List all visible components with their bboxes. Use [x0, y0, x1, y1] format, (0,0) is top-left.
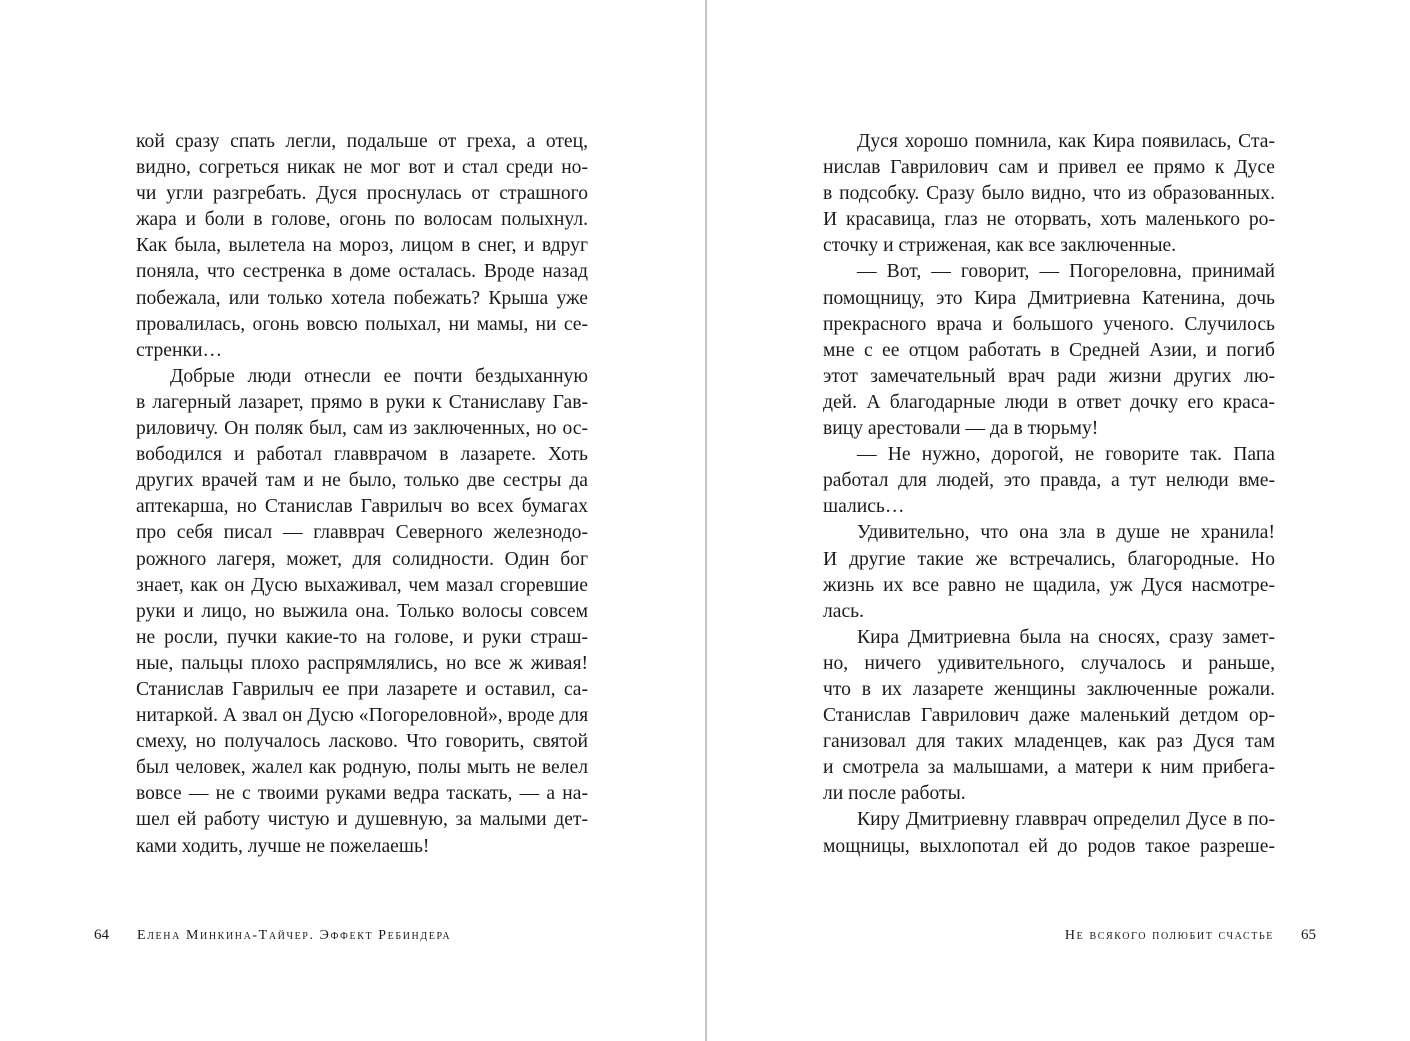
text-line: Станислав Гаврилыч ее при лазарете и оставил, са- — [136, 678, 588, 700]
text-line: лась. — [823, 600, 865, 622]
text-line: Станислав Гаврилович даже маленький детдом ор- — [823, 705, 1275, 727]
text-line: аптекарша, но Станислав Гаврилыч во всех бумагах — [136, 496, 588, 518]
text-line: вицу арестовали — да в тюрьму! — [823, 418, 1099, 440]
text-line: и смотрела за малышами, а матери к ним прибега- — [823, 757, 1275, 779]
text-line: Добрые люди отнесли ее почти бездыханную — [170, 365, 588, 387]
text-line: шел ей работу чистую и душевную, за малыми дет- — [136, 809, 588, 831]
text-line: нислав Гаврилович сам и привел ее прямо к Дусе — [823, 157, 1275, 179]
left-page-text — [136, 129, 588, 860]
text-line: дей. А благодарные люди в ответ дочку его краса- — [823, 391, 1275, 413]
text-line: но, ничего удивительного, случалось и раньше, — [823, 652, 1275, 674]
text-line: прекрасного врача и большого ученого. Случилось — [823, 313, 1275, 335]
text-line: про себя писал — главврач Северного железнодо- — [136, 522, 588, 544]
text-line: знает, как он Дусю выхаживал, чем мазал сгоревшие — [136, 574, 588, 596]
text-line: чи угли разгребать. Дуся проснулась от страшного — [136, 183, 588, 205]
text-line: ли после работы. — [823, 783, 966, 805]
text-line: стренки… — [136, 339, 223, 361]
text-line: был человек, жалел как родную, полы мыть не велел — [136, 757, 588, 779]
page-number: 64 — [94, 927, 109, 943]
text-line: Киру Дмитриевну главврач определил Дусе в по- — [857, 809, 1275, 831]
text-line: сточку и стриженая, как все заключенные. — [823, 235, 1177, 257]
text-line: жара и боли в голове, огонь по волосам полыхнул. — [136, 209, 588, 231]
running-head: Не всякого полюбит счастье — [1064, 928, 1274, 943]
text-line: других врачей там и не было, только две сестры да — [136, 470, 588, 492]
page-number: 65 — [1301, 927, 1316, 943]
text-line: ные, пальцы плохо распрямлялись, но все ж живая! — [136, 652, 588, 674]
running-head: Елена Минкина-Тайчер. Эффект Ребиндера — [137, 928, 452, 943]
text-line: в лагерный лазарет, прямо в руки к Станиславу Гав- — [136, 391, 588, 413]
text-line: Как была, вылетела на мороз, лицом в снег, и вдруг — [136, 235, 588, 257]
text-line: шались… — [823, 496, 905, 518]
text-line: мощницы, выхлопотал ей до родов такое разреше- — [823, 835, 1275, 857]
text-line: провалилась, огонь вовсю полыхал, ни мамы, ни се- — [136, 313, 588, 335]
text-line: — Не нужно, дорогой, не говорите так. Папа — [857, 444, 1275, 466]
text-line: риловичу. Он поляк был, сам из заключенных, но ос- — [136, 418, 588, 440]
right-page — [707, 0, 1410, 1041]
text-line: побежала, или только хотела побежать? Крыша уже — [136, 287, 588, 309]
text-line: Кира Дмитриевна была на сносях, сразу замет- — [857, 626, 1275, 648]
text-line: видно, согреться никак не мог вот и стал среди но- — [136, 157, 588, 179]
text-line: мне с ее отцом работать в Средней Азии, и погиб — [823, 339, 1275, 361]
text-line: руки и лицо, но выжила она. Только волосы совсем — [136, 600, 588, 622]
text-line: И другие такие же встречались, благородные. Но — [823, 548, 1275, 570]
text-line: Дуся хорошо помнила, как Кира появилась, Ста- — [857, 131, 1275, 152]
text-line: смеху, но получалось ласково. Что говорить, святой — [136, 731, 588, 753]
text-line: ками ходить, лучше не пожелаешь! — [136, 835, 430, 857]
text-line: — Вот, — говорит, — Погореловна, принимай — [857, 261, 1275, 283]
text-line: поняла, что сестренка в доме осталась. Вроде назад — [136, 261, 588, 283]
text-line: этот замечательный врач ради жизни других лю- — [823, 365, 1275, 387]
text-line: жизнь их все равно не щадила, уж Дуся насмотре- — [823, 574, 1275, 596]
text-line: в подсобку. Сразу было видно, что из образованных. — [823, 183, 1275, 205]
text-line: кой сразу спать легли, подальше от греха, а отец, — [136, 131, 588, 152]
text-line: что в их лазарете женщины заключенные рожали. — [823, 678, 1275, 700]
right-page-text — [823, 129, 1275, 860]
text-line: вободился и работал главврачом в лазарете. Хоть — [136, 444, 588, 466]
text-line: работал для людей, это правда, а тут нелюди вме- — [823, 470, 1275, 492]
text-line: помощницу, это Кира Дмитриевна Катенина, дочь — [823, 287, 1275, 309]
text-line: нитаркой. А звал он Дусю «Погореловной», вроде для — [136, 705, 589, 727]
text-line: вовсе — не с твоими руками ведра таскать, — а на- — [136, 783, 588, 805]
text-line: И красавица, глаз не оторвать, хоть маленького ро- — [823, 209, 1275, 231]
text-line: рожного лагеря, может, для солидности. Один бог — [136, 548, 588, 570]
text-line: Удивительно, что она зла в душе не хранила! — [857, 522, 1275, 544]
text-line: ганизовал для таких младенцев, как раз Дуся там — [823, 731, 1275, 753]
text-line: не росли, пучки какие-то на голове, и руки страш- — [136, 626, 588, 648]
